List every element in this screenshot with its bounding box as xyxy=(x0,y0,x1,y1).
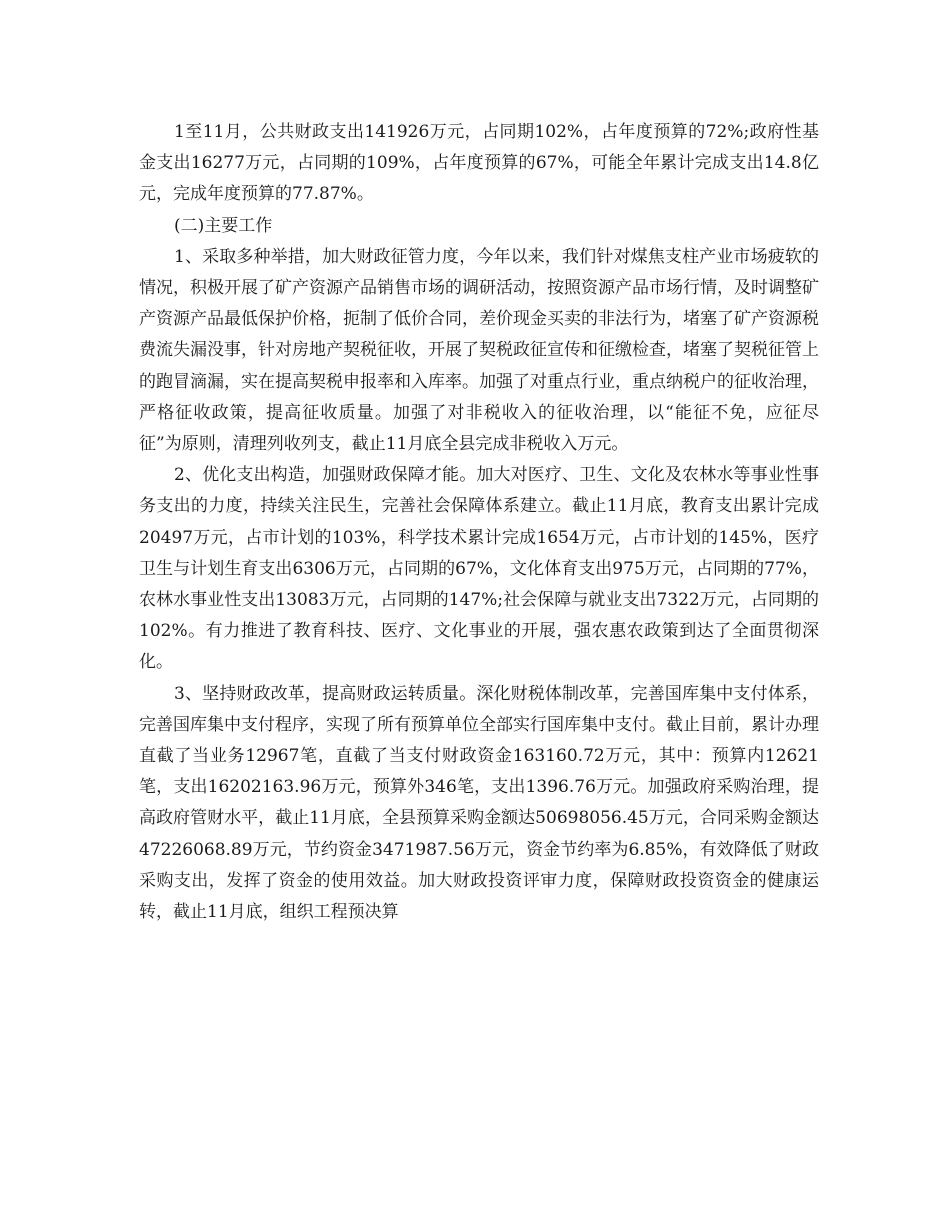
section-heading-main-work: (二)主要工作 xyxy=(174,215,273,236)
document-body xyxy=(139,117,819,928)
paragraph-expenditure-structure: 2、优化支出构造，加强财政保障才能。加大对医疗、卫生、文化及农林水等事业性事务支出的力度，持续关注民生，完善社会保障体系建立。截止11月底，教育支出累计完成20497万元，占市计划的103%，科学技术累计完成1654万元，占市计划的145%，医疗卫生与计划生育支出6306万元，占同期的67%，文化体育支出975万元，占同期的77%，农林水事业性支出13083万元，占同期的147%;社会保障与就业支出7322万元，占同期的102%。有力推进了教育科技、医疗、文化事业的开展，强农惠农政策到达了全面贯彻深化。 xyxy=(139,465,819,673)
paragraph-fiscal-reform: 3、坚持财政改革，提高财政运转质量。深化财税体制改革，完善国库集中支付体系，完善国库集中支付程序，实现了所有预算单位全部实行国库集中支付。截止目前，累计办理直截了当业务12967笔，直截了当支付财政资金163160.72万元，其中：预算内12621笔，支出16202163.96万元，预算外346笔，支出1396.76万元。加强政府采购治理，提高政府管财水平，截止11月底，全县预算采购金额达50698056.45万元，合同采购金额达47226068.89万元，节约资金3471987.56万元，资金节约率为6.85%，有效降低了财政采购支出，发挥了资金的使用效益。加大财政投资评审力度，保障财政投资资金的健康运转，截止11月底，组织工程预决算 xyxy=(139,683,819,923)
paragraph-expenditure-summary: 1至11月，公共财政支出141926万元，占同期102%，占年度预算的72%;政府性基金支出16277万元，占同期的109%，占年度预算的67%，可能全年累计完成支出14.8亿元，完成年度预算的77.87%。 xyxy=(139,122,819,205)
paragraph-tax-collection: 1、采取多种举措，加大财政征管力度，今年以来，我们针对煤焦支柱产业市场疲软的情况，积极开展了矿产资源产品销售市场的调研活动，按照资源产品市场行情，及时调整矿产资源产品最低保护价格，扼制了低价合同，差价现金买卖的非法行为，堵塞了矿产资源税费流失漏没事，针对房地产契税征收，开展了契税政征宣传和征缴检查，堵塞了契税征管上的跑冒滴漏，实在提高契税申报率和入库率。加强了对重点行业，重点纳税户的征收治理，严格征收政策，提高征收质量。加强了对非税收入的征收治理，以“能征不免，应征尽征”为原则，清理列收列支，截止11月底全县完成非税收入万元。 xyxy=(139,246,819,455)
